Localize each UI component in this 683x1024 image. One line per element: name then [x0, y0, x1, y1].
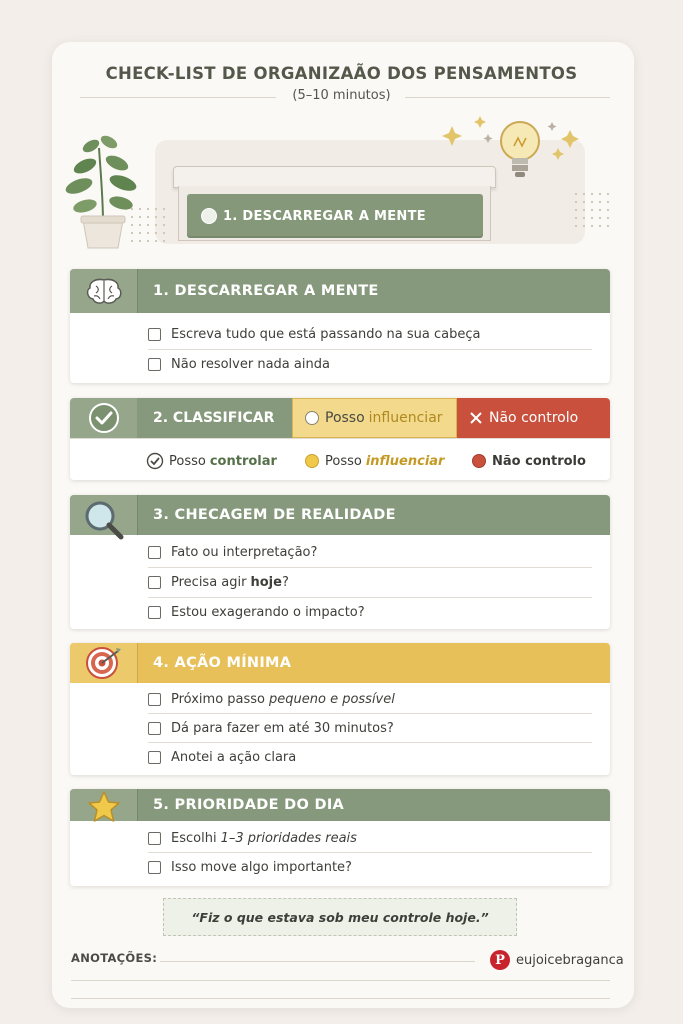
tab-label-emph: influenciar — [368, 410, 443, 426]
potted-plant-icon — [55, 128, 150, 250]
list-item[interactable] — [148, 349, 330, 379]
checkbox[interactable] — [148, 606, 161, 619]
list-item[interactable] — [148, 597, 365, 627]
checkbox[interactable] — [148, 328, 161, 341]
star-icon — [86, 789, 122, 825]
section-icon-cell — [70, 495, 137, 535]
check-circle-icon — [87, 401, 121, 435]
list-item[interactable] — [148, 319, 480, 349]
section-title: 4. AÇÃO MÍNIMA — [153, 655, 292, 671]
checkbox[interactable] — [148, 861, 161, 874]
item-label-suffix: ? — [281, 574, 289, 590]
storage-box-label-text: 1. DESCARREGAR A MENTE — [223, 208, 426, 224]
item-label: Anotei a ação clara — [171, 749, 297, 765]
item-label: Isso move algo importante? — [171, 859, 352, 875]
page-title: CHECK-LIST DE ORGANIZAÃO DOS PENSAMENTOS — [105, 64, 578, 83]
brain-icon — [84, 276, 124, 306]
item-label: Fato ou interpretação? — [171, 544, 318, 560]
section-icon-cell — [70, 269, 137, 313]
item-label: Não resolver nada ainda — [171, 356, 330, 372]
yellow-dot-icon — [305, 454, 319, 468]
quote-box: “Fiz o que estava sob meu controle hoje.” — [163, 898, 517, 936]
section-header — [70, 495, 610, 535]
tab-nao-controlo[interactable] — [457, 398, 610, 438]
red-dot-icon — [472, 454, 486, 468]
checkbox[interactable] — [148, 358, 161, 371]
item-label-emph: 1–3 prioridades reais — [220, 830, 357, 846]
section-icon-cell — [70, 789, 137, 821]
item-label: Dá para fazer em até 30 minutos? — [171, 720, 394, 736]
option-label-prefix: Posso — [169, 453, 206, 469]
item-label-prefix: Próximo passo — [171, 691, 265, 707]
checkbox[interactable] — [148, 546, 161, 559]
tab-label-prefix: Posso — [325, 410, 365, 426]
section-header — [70, 789, 610, 821]
notes-line[interactable] — [160, 961, 475, 962]
divider — [70, 438, 610, 439]
section-title: 1. DESCARREGAR A MENTE — [153, 283, 379, 299]
divider — [405, 97, 610, 98]
section-title: 2. CLASSIFICAR — [137, 398, 292, 438]
brain-icon — [201, 208, 217, 224]
notes-line[interactable] — [71, 980, 610, 981]
target-icon — [84, 643, 124, 683]
storage-box-lid — [173, 166, 496, 188]
section-icon-cell — [70, 398, 137, 438]
item-label: Escreva tudo que está passando na sua cabeça — [171, 326, 481, 342]
option-posso-controlar[interactable] — [146, 449, 277, 473]
item-label-prefix: Escolhi — [171, 830, 217, 846]
checkbox[interactable] — [148, 576, 161, 589]
option-label-prefix: Posso — [325, 453, 362, 469]
list-item[interactable] — [148, 567, 289, 597]
section-title: 3. CHECAGEM DE REALIDADE — [153, 507, 396, 523]
tab-posso-influenciar[interactable] — [292, 398, 457, 438]
checkbox[interactable] — [148, 693, 161, 706]
list-item[interactable] — [148, 742, 296, 772]
divider — [80, 97, 276, 98]
list-item[interactable] — [148, 684, 395, 714]
checkbox[interactable] — [148, 751, 161, 764]
storage-box-label — [187, 194, 483, 238]
option-label: Não controlo — [492, 453, 586, 469]
section-header — [70, 269, 610, 313]
item-label-prefix: Precisa agir — [171, 574, 247, 590]
magnifier-icon — [82, 498, 126, 542]
page-subtitle: (5–10 minutos) — [292, 88, 391, 103]
radio-icon — [305, 411, 319, 425]
notes-label: ANOTAÇÕES: — [71, 951, 158, 965]
dot-pattern — [572, 190, 612, 230]
item-label-emph: hoje — [250, 574, 282, 590]
notes-line[interactable] — [71, 998, 610, 999]
pinterest-icon: P — [490, 950, 510, 970]
section-header — [70, 643, 610, 683]
checkbox[interactable] — [148, 722, 161, 735]
item-label-emph: pequeno e possível — [269, 691, 395, 707]
item-label: Estou exagerando o impacto? — [171, 604, 365, 620]
option-label-emph: controlar — [209, 453, 277, 469]
handle-text: eujoicebraganca — [516, 952, 624, 968]
tab-label: Não controlo — [489, 410, 579, 426]
pinterest-handle[interactable] — [490, 950, 624, 970]
option-posso-influenciar[interactable] — [305, 449, 444, 473]
list-item[interactable] — [148, 823, 357, 853]
option-label-emph: influenciar — [365, 453, 445, 469]
close-icon — [469, 411, 483, 425]
list-item[interactable] — [148, 852, 352, 882]
checkbox[interactable] — [148, 832, 161, 845]
option-nao-controlo[interactable] — [472, 449, 586, 473]
list-item[interactable] — [148, 537, 317, 567]
section-icon-cell — [70, 643, 137, 683]
section-title: 5. PRIORIDADE DO DIA — [153, 797, 345, 813]
check-circle-icon — [146, 452, 164, 470]
list-item[interactable] — [148, 713, 394, 743]
